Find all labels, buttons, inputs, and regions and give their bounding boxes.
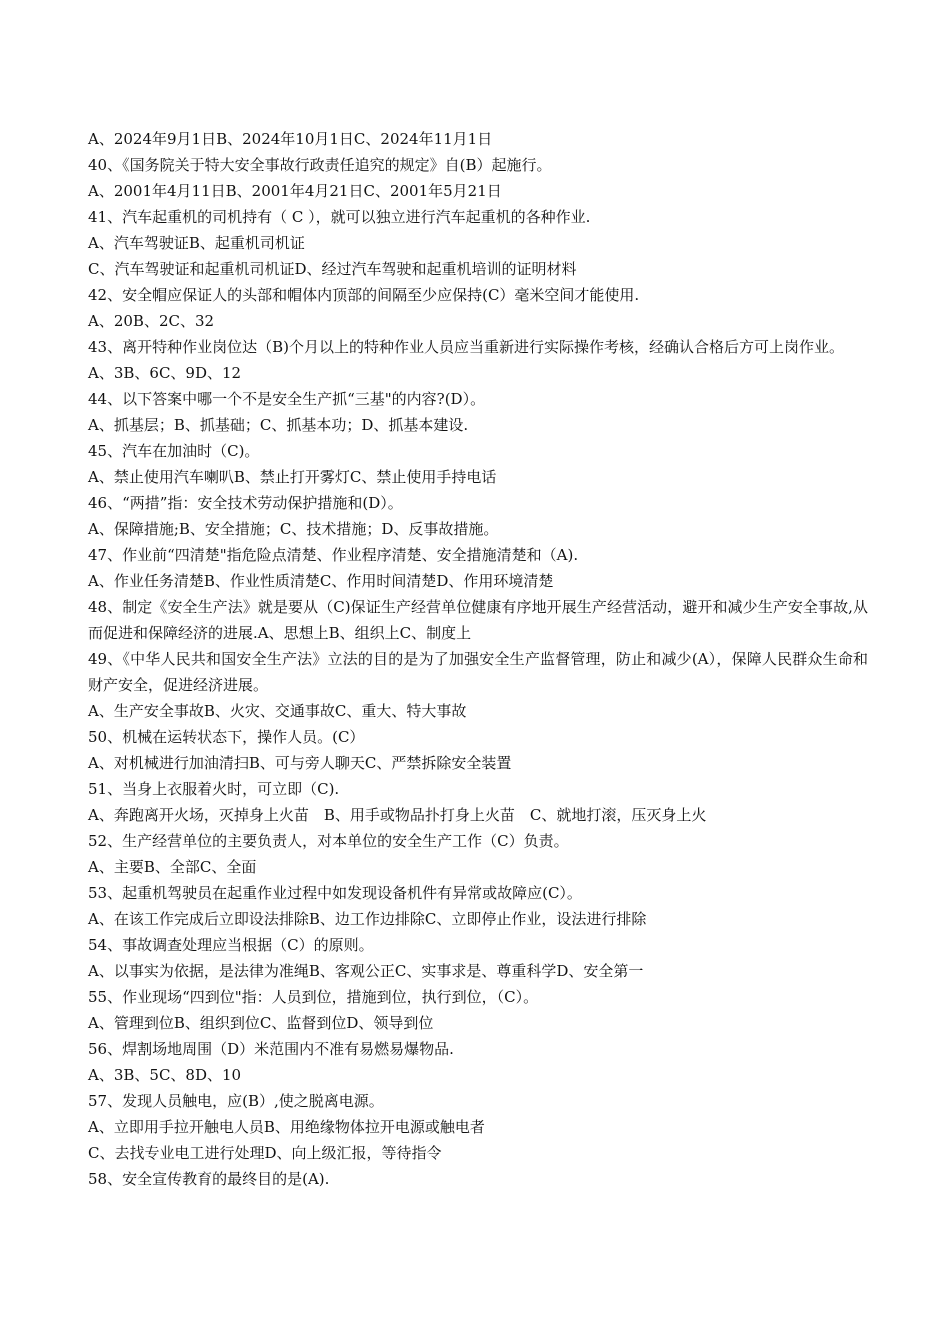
question-54: 54、事故调查处理应当根据（C）的原则。 xyxy=(88,936,374,954)
answer-options-49: A、生产安全事故B、火灾、交通事故C、重大、特大事故 xyxy=(88,702,467,720)
question-47: 47、作业前“四清楚"指危险点清楚、作业程序清楚、安全措施清楚和（A). xyxy=(88,546,579,564)
question-49: 49、《中华人民共和国安全生产法》立法的目的是为了加强安全生产监督管理，防止和减少(A），保障人民群众生命和财产安全，促进经济进展。 xyxy=(88,650,868,694)
document-body xyxy=(88,126,868,1192)
question-40: 40、《国务院关于特大安全事故行政责任追究的规定》自(B）起施行。 xyxy=(88,156,552,174)
question-53: 53、起重机驾驶员在起重作业过程中如发现设备机件有异常或故障应(C）。 xyxy=(88,884,582,902)
answer-options-39: A、2024年9月1日B、2024年10月1日C、2024年11月1日 xyxy=(88,130,493,148)
question-51: 51、当身上衣服着火时，可立即（C). xyxy=(88,780,340,798)
question-56: 56、焊割场地周围（D）米范围内不准有易燃易爆物品. xyxy=(88,1040,454,1058)
answer-options-43: A、3B、6C、9D、12 xyxy=(88,364,242,382)
answer-options-54: A、以事实为依据，是法律为准绳B、客观公正C、实事求是、尊重科学D、安全第一 xyxy=(88,962,644,980)
question-50: 50、机械在运转状态下，操作人员。(C） xyxy=(88,728,365,746)
answer-options-45: A、禁止使用汽车喇叭B、禁止打开雾灯C、禁止使用手持电话 xyxy=(88,468,497,486)
answer-options-55: A、管理到位B、组织到位C、监督到位D、领导到位 xyxy=(88,1014,434,1032)
answer-options-56: A、3B、5C、8D、10 xyxy=(88,1066,242,1084)
answer-options-50: A、对机械进行加油清扫B、可与旁人聊天C、严禁拆除安全装置 xyxy=(88,754,512,772)
question-55: 55、作业现场“四到位"指：人员到位，措施到位，执行到位，（C）。 xyxy=(88,988,539,1006)
answer-options-42: A、20B、2C、32 xyxy=(88,312,215,330)
question-58: 58、安全宣传教育的最终目的是(A). xyxy=(88,1170,330,1188)
question-57: 57、发现人员触电，应(B）,使之脱离电源。 xyxy=(88,1092,384,1110)
question-52: 52、生产经营单位的主要负责人，对本单位的安全生产工作（C）负责。 xyxy=(88,832,569,850)
answer-options-57-c: C、去找专业电工进行处理D、向上级汇报，等待指令 xyxy=(88,1144,442,1162)
answer-options-41-a: A、汽车驾驶证B、起重机司机证 xyxy=(88,234,305,252)
question-48: 48、制定《安全生产法》就是要从（C)保证生产经营单位健康有序地开展生产经营活动，避开和减少生产安全事故,从而促进和保障经济的进展.A、思想上B、组织上C、制度上 xyxy=(88,598,868,642)
answer-options-52: A、主要B、全部C、全面 xyxy=(88,858,257,876)
question-45: 45、汽车在加油时（C)。 xyxy=(88,442,260,460)
answer-options-57-a: A、立即用手拉开触电人员B、用绝缘物体拉开电源或触电者 xyxy=(88,1118,485,1136)
question-43: 43、离开特种作业岗位达（B)个月以上的特种作业人员应当重新进行实际操作考核，经确认合格后方可上岗作业。 xyxy=(88,338,844,356)
answer-options-46: A、保障措施;B、安全措施；C、技术措施；D、反事故措施。 xyxy=(88,520,499,538)
question-41: 41、汽车起重机的司机持有（ C ），就可以独立进行汽车起重机的各种作业. xyxy=(88,208,591,226)
answer-options-47: A、作业任务清楚B、作业性质清楚C、作用时间清楚D、作用环境清楚 xyxy=(88,572,554,590)
question-46: 46、“两措”指：安全技术劳动保护措施和(D）。 xyxy=(88,494,403,512)
answer-options-40: A、2001年4月11日B、2001年4月21日C、2001年5月21日 xyxy=(88,182,502,200)
answer-options-41-c: C、汽车驾驶证和起重机司机证D、经过汽车驾驶和起重机培训的证明材料 xyxy=(88,260,577,278)
question-44: 44、以下答案中哪一个不是安全生产抓“三基"的内容?(D）。 xyxy=(88,390,486,408)
answer-options-51: A、奔跑离开火场，灭掉身上火苗 B、用手或物品扑打身上火苗 C、就地打滚，压灭身上火 xyxy=(88,806,707,824)
answer-options-44: A、抓基层；B、抓基础；C、抓基本功；D、抓基本建设. xyxy=(88,416,469,434)
question-42: 42、安全帽应保证人的头部和帽体内顶部的间隔至少应保持(C）毫米空间才能使用. xyxy=(88,286,640,304)
answer-options-53: A、在该工作完成后立即设法排除B、边工作边排除C、立即停止作业，设法进行排除 xyxy=(88,910,647,928)
